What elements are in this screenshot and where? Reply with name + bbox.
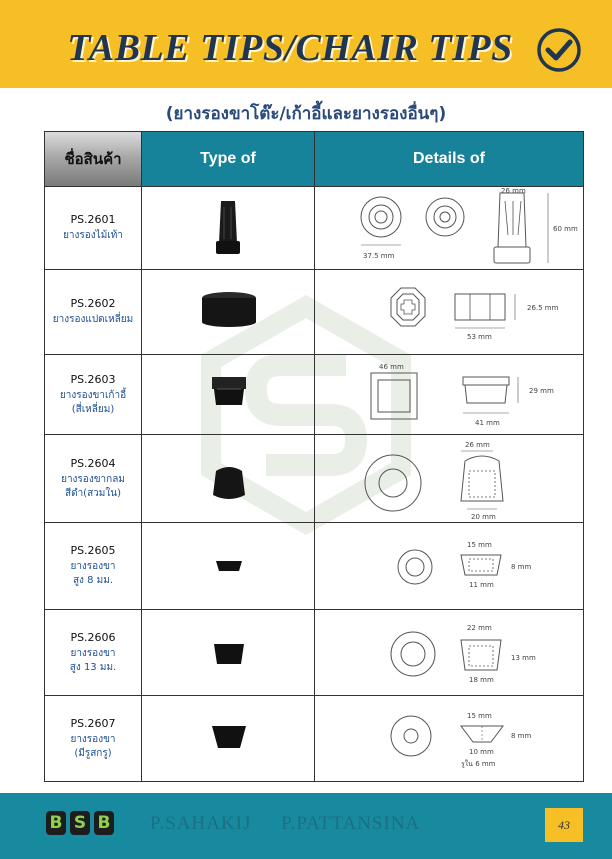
dimension-label: 18 mm	[469, 676, 494, 684]
dimension-label: 8 mm	[511, 732, 532, 740]
screw-hole-foot-image	[142, 696, 315, 783]
table-header	[45, 132, 583, 186]
dimension-label: 15 mm	[467, 712, 492, 720]
technical-drawing	[315, 187, 583, 270]
product-code: PS.2602	[70, 297, 116, 310]
dimension-label: 37.5 mm	[363, 252, 395, 260]
table-row	[45, 609, 583, 695]
product-details-cell	[315, 270, 583, 354]
product-description: สูง 13 มม.	[69, 661, 117, 673]
product-name-cell	[45, 355, 142, 434]
product-description: ยางรองขา	[70, 647, 116, 659]
product-details-cell	[315, 435, 583, 522]
column-header-details: Details of	[315, 132, 583, 186]
table-row	[45, 269, 583, 354]
check-circle-icon	[536, 27, 582, 73]
table-row	[45, 186, 583, 269]
dimension-label: 26 mm	[501, 187, 526, 195]
dimension-label: 29 mm	[529, 387, 554, 395]
product-name-cell	[45, 187, 142, 269]
medium-foot-image	[142, 610, 315, 696]
page-number: 43	[545, 808, 583, 842]
product-name-cell	[45, 610, 142, 695]
dimension-label: 41 mm	[475, 419, 500, 427]
product-description: (สี่เหลี่ยม)	[71, 403, 115, 415]
product-name-cell	[45, 435, 142, 522]
technical-drawing	[315, 270, 583, 355]
page-title: TABLE TIPS/CHAIR TIPS	[67, 27, 513, 69]
product-type-cell	[142, 187, 315, 269]
product-table	[44, 131, 584, 782]
technical-drawing	[315, 523, 583, 610]
product-type-cell	[142, 355, 315, 434]
product-description: ยางรองขาเก้าอี้	[59, 389, 127, 401]
logo-letter: B	[94, 811, 114, 835]
product-type-cell	[142, 696, 315, 782]
table-row	[45, 434, 583, 522]
round-tip-image	[142, 435, 315, 523]
technical-drawing	[315, 355, 583, 435]
product-description: ยางรองแปดเหลี่ยม	[52, 314, 134, 325]
product-description: ยางรองขา	[70, 561, 116, 572]
column-header-type: Type of	[142, 132, 315, 186]
product-code: PS.2607	[70, 717, 116, 730]
technical-drawing	[315, 696, 583, 783]
product-description: ยางรองไม้เท้า	[63, 230, 123, 241]
footer-brand-names	[150, 813, 444, 835]
header-banner	[0, 0, 612, 88]
product-details-cell	[315, 355, 583, 434]
square-chair-tip-image	[142, 355, 315, 435]
product-code: PS.2603	[70, 372, 116, 386]
product-description: สูง 8 มม.	[72, 575, 114, 586]
cane-tip-image	[142, 187, 315, 270]
dimension-label: 60 mm	[553, 225, 578, 233]
logo-letter: B	[46, 811, 66, 835]
dimension-label: 20 mm	[471, 513, 496, 521]
dimension-label: 15 mm	[467, 541, 492, 549]
product-description: ยางรองขากลม	[61, 473, 125, 485]
technical-drawing	[315, 610, 583, 696]
product-description: สีดำ(สวมใน)	[64, 487, 122, 499]
dimension-label: รูใน 6 mm	[461, 760, 496, 768]
dimension-label: 10 mm	[469, 748, 494, 756]
dimension-label: 22 mm	[467, 624, 492, 632]
brand-name: P.SAHAKIJ	[150, 813, 252, 834]
dimension-label: 13 mm	[511, 654, 536, 662]
product-type-cell	[142, 435, 315, 522]
product-code: PS.2605	[70, 544, 116, 557]
octagon-tip-image	[142, 270, 315, 355]
product-name-cell	[45, 696, 142, 782]
product-code: PS.2606	[70, 630, 116, 644]
page-subtitle: (ยางรองขาโต๊ะ/เก้าอี้และยางรองอื่นๆ)	[165, 104, 447, 124]
product-code: PS.2604	[70, 456, 116, 470]
logo-letter: S	[70, 811, 90, 835]
dimension-label: 8 mm	[511, 563, 532, 571]
product-type-cell	[142, 610, 315, 695]
product-name-cell	[45, 270, 142, 354]
dimension-label: 11 mm	[469, 581, 494, 589]
product-type-cell	[142, 270, 315, 354]
table-row	[45, 695, 583, 782]
product-details-cell	[315, 187, 583, 269]
column-header-name: ชื่อสินค้า	[45, 132, 142, 186]
footer-bar	[0, 793, 612, 859]
technical-drawing	[315, 435, 583, 523]
product-description: ยางรองขา	[70, 734, 116, 745]
product-name-cell	[45, 523, 142, 609]
small-foot-image	[142, 523, 315, 610]
product-type-cell	[142, 523, 315, 609]
table-row	[45, 522, 583, 609]
table-row	[45, 354, 583, 434]
product-details-cell	[315, 523, 583, 609]
product-details-cell	[315, 696, 583, 782]
dimension-label: 46 mm	[379, 363, 404, 371]
product-code: PS.2601	[70, 213, 116, 226]
brand-name: P.PATTANSINA	[281, 813, 421, 834]
dimension-label: 26 mm	[465, 441, 490, 449]
company-logo	[46, 811, 114, 837]
dimension-label: 53 mm	[467, 333, 492, 341]
dimension-label: 26.5 mm	[527, 304, 559, 312]
product-description: (มีรูสกรู)	[74, 748, 112, 759]
product-details-cell	[315, 610, 583, 695]
